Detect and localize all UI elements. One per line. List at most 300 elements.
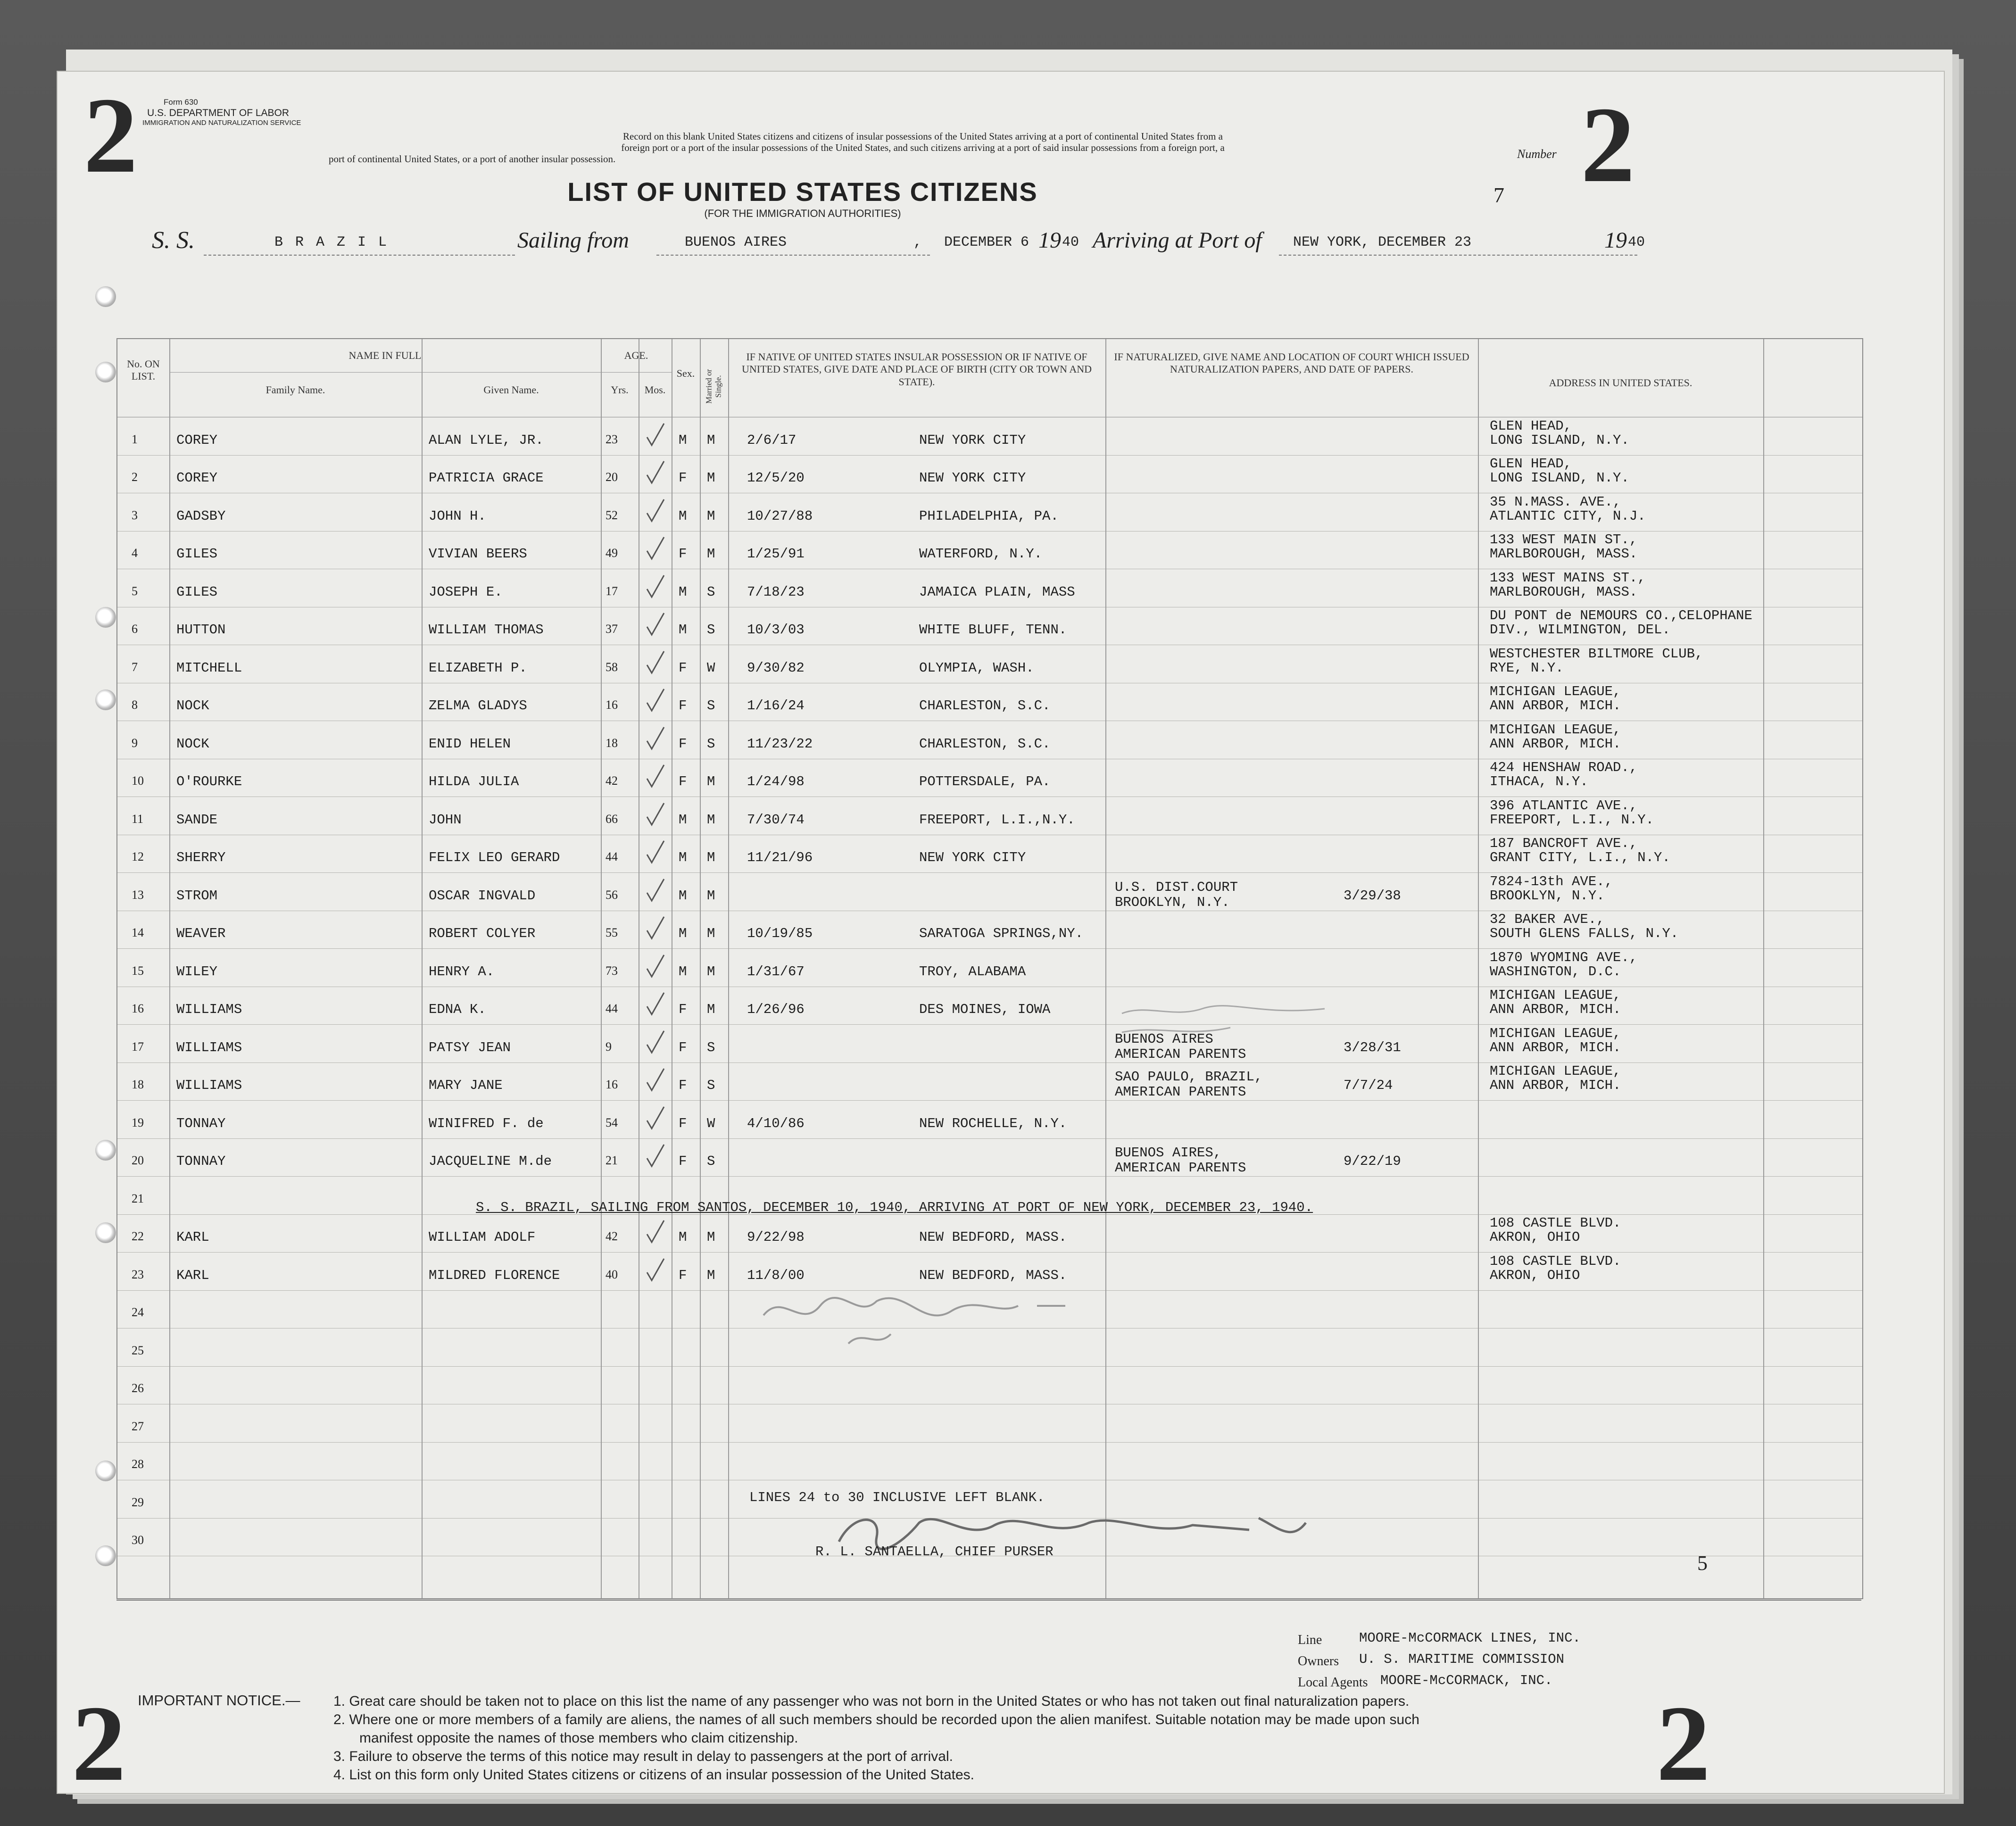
cell-no: 6 bbox=[132, 622, 138, 636]
service-name: IMMIGRATION AND NATURALIZATION SERVICE bbox=[142, 119, 301, 127]
cell-family: SANDE bbox=[176, 812, 218, 828]
cell-nat2: AMERICAN PARENTS bbox=[1115, 1046, 1246, 1062]
cell-nat2: AMERICAN PARENTS bbox=[1115, 1084, 1246, 1100]
owners-label: Owners bbox=[1298, 1654, 1339, 1668]
cell-sex: M bbox=[679, 432, 687, 448]
cell-no: 3 bbox=[132, 508, 138, 522]
cell-family: HUTTON bbox=[176, 622, 226, 638]
cell-addr1: 35 N.MASS. AVE., bbox=[1490, 494, 1621, 510]
notice-item: 3. Failure to observe the terms of this notice may result in delay to passengers at the port of arrival. bbox=[333, 1749, 953, 1764]
check-mark-icon bbox=[643, 800, 667, 829]
header-divider bbox=[601, 372, 672, 373]
row-rule bbox=[117, 948, 1862, 949]
blank-lines-note: LINES 24 to 30 INCLUSIVE LEFT BLANK. bbox=[749, 1490, 1045, 1505]
cell-nat1: SAO PAULO, BRAZIL, bbox=[1115, 1069, 1263, 1085]
check-mark-icon bbox=[643, 762, 667, 790]
check-mark-icon bbox=[643, 1104, 667, 1132]
cell-age: 17 bbox=[606, 584, 618, 598]
cell-bplace: JAMAICA PLAIN, MASS bbox=[919, 584, 1075, 600]
santos-voyage-line: S. S. BRAZIL, SAILING FROM SANTOS, DECEMBER 10, 1940, ARRIVING AT PORT OF NEW YORK, DECEMBER 23, 1940. bbox=[476, 1200, 1313, 1215]
cell-sex: F bbox=[679, 1002, 687, 1017]
cell-sex: F bbox=[679, 660, 687, 676]
cell-no: 15 bbox=[132, 963, 144, 978]
cell-addr2: ATLANTIC CITY, N.J. bbox=[1490, 508, 1646, 524]
row-rule bbox=[117, 1024, 1862, 1025]
cell-sex: M bbox=[679, 812, 687, 828]
column-divider bbox=[1478, 339, 1479, 1598]
cell-addr1: 133 WEST MAINS ST., bbox=[1490, 570, 1646, 586]
cell-no: 30 bbox=[132, 1533, 144, 1547]
cell-ms: M bbox=[707, 774, 715, 789]
arrival-year: 40 bbox=[1628, 234, 1645, 250]
line-label: Line bbox=[1298, 1633, 1322, 1647]
cell-addr2: AKRON, OHIO bbox=[1490, 1267, 1580, 1283]
cell-sex: F bbox=[679, 1115, 687, 1131]
arrival-port-date: NEW YORK, DECEMBER 23 bbox=[1293, 234, 1472, 250]
cell-addr1: WESTCHESTER BILTMORE CLUB, bbox=[1490, 646, 1703, 662]
number-label: Number bbox=[1517, 147, 1557, 161]
cell-sex: M bbox=[679, 850, 687, 865]
cell-addr2: DIV., WILMINGTON, DEL. bbox=[1490, 622, 1670, 638]
cell-ms: S bbox=[707, 622, 715, 638]
cell-family: COREY bbox=[176, 432, 218, 448]
cell-age: 21 bbox=[606, 1154, 618, 1167]
arrival-underline bbox=[1279, 255, 1637, 256]
check-mark-icon bbox=[643, 1028, 667, 1056]
cell-addr2: ANN ARBOR, MICH. bbox=[1490, 1078, 1621, 1093]
cell-family: WEAVER bbox=[176, 926, 226, 941]
cell-given: JOHN H. bbox=[429, 508, 486, 524]
check-mark-icon bbox=[643, 458, 667, 487]
cell-given: MARY JANE bbox=[429, 1078, 503, 1093]
cell-no: 5 bbox=[132, 584, 138, 598]
check-mark-icon bbox=[643, 876, 667, 905]
owners-value: U. S. MARITIME COMMISSION bbox=[1359, 1652, 1565, 1667]
instructions-line: port of continental United States, or a port of another insular possession. bbox=[329, 153, 616, 165]
cell-natdate: 3/29/38 bbox=[1344, 888, 1401, 904]
cell-given: JOHN bbox=[429, 812, 462, 828]
header-married-single: Married or Single. bbox=[704, 369, 723, 404]
check-mark-icon bbox=[643, 686, 667, 714]
cell-age: 16 bbox=[606, 698, 618, 712]
punch-hole bbox=[95, 607, 116, 628]
cell-bplace: NEW ROCHELLE, N.Y. bbox=[919, 1115, 1067, 1131]
cell-bplace: SARATOGA SPRINGS,NY. bbox=[919, 926, 1084, 941]
cell-age: 66 bbox=[606, 812, 618, 826]
cell-no: 10 bbox=[132, 774, 144, 788]
cell-given: HILDA JULIA bbox=[429, 774, 519, 789]
cell-given: FELIX LEO GERARD bbox=[429, 850, 560, 865]
cell-family: SHERRY bbox=[176, 850, 226, 865]
check-mark-icon bbox=[643, 421, 667, 449]
cell-addr1: 108 CASTLE BLVD. bbox=[1490, 1215, 1621, 1231]
check-mark-icon bbox=[643, 534, 667, 563]
cell-bdate: 1/26/96 bbox=[747, 1002, 805, 1017]
cell-family: GILES bbox=[176, 584, 218, 600]
cell-age: 58 bbox=[606, 660, 618, 674]
cell-addr1: 108 CASTLE BLVD. bbox=[1490, 1253, 1621, 1269]
cell-no: 29 bbox=[132, 1495, 144, 1509]
cell-family: COREY bbox=[176, 470, 218, 486]
cell-nat2: BROOKLYN, N.Y. bbox=[1115, 894, 1230, 910]
cell-no: 26 bbox=[132, 1381, 144, 1395]
sailing-year-prefix: 19 bbox=[1038, 228, 1061, 253]
cell-sex: M bbox=[679, 622, 687, 638]
cell-no: 20 bbox=[132, 1154, 144, 1167]
cell-age: 54 bbox=[606, 1115, 618, 1129]
cell-ms: S bbox=[707, 1078, 715, 1093]
cell-addr1: 32 BAKER AVE., bbox=[1490, 912, 1605, 927]
cell-age: 49 bbox=[606, 546, 618, 560]
cell-addr1: 133 WEST MAIN ST., bbox=[1490, 532, 1638, 548]
cell-bdate: 12/5/20 bbox=[747, 470, 805, 486]
check-mark-icon bbox=[643, 914, 667, 942]
cell-no: 11 bbox=[132, 812, 144, 826]
cell-age: 44 bbox=[606, 1002, 618, 1015]
arrival-year-prefix: 19 bbox=[1604, 228, 1627, 253]
important-notice bbox=[333, 1692, 1419, 1784]
cell-addr2: BROOKLYN, N.Y. bbox=[1490, 888, 1605, 904]
instructions-line: foreign port or a port of the insular possessions of the United States, and such citizens arriving at a port of said insular possessions from a foreign port, a bbox=[621, 142, 1225, 153]
cell-bdate: 1/16/24 bbox=[747, 698, 805, 714]
cell-no: 28 bbox=[132, 1457, 144, 1471]
cell-bplace: CHARLESTON, S.C. bbox=[919, 698, 1051, 714]
cell-bdate: 4/10/86 bbox=[747, 1115, 805, 1131]
check-mark-icon bbox=[643, 648, 667, 677]
cell-sex: F bbox=[679, 470, 687, 486]
check-mark-icon bbox=[643, 952, 667, 980]
cell-ms: S bbox=[707, 1039, 715, 1055]
cell-addr2: MARLBOROUGH, MASS. bbox=[1490, 546, 1638, 562]
column-divider bbox=[1105, 339, 1106, 1598]
cell-no: 13 bbox=[132, 888, 144, 902]
cell-ms: S bbox=[707, 584, 715, 600]
cell-addr2: SOUTH GLENS FALLS, N.Y. bbox=[1490, 926, 1679, 941]
header-naturalized: IF NATURALIZED, GIVE NAME AND LOCATION OF COURT WHICH ISSUED NATURALIZATION PAPERS, AND DATE OF PAPERS. bbox=[1114, 351, 1469, 375]
cell-addr1: 396 ATLANTIC AVE., bbox=[1490, 797, 1638, 813]
cell-given: JACQUELINE M.de bbox=[429, 1154, 552, 1169]
cell-given: WINIFRED F. de bbox=[429, 1115, 544, 1131]
cell-natdate: 9/22/19 bbox=[1344, 1154, 1401, 1169]
cell-ms: M bbox=[707, 432, 715, 448]
column-divider bbox=[422, 339, 423, 1598]
cell-given: PATRICIA GRACE bbox=[429, 470, 544, 486]
cell-sex: M bbox=[679, 1229, 687, 1245]
check-mark-icon bbox=[643, 990, 667, 1018]
sheet-number: 7 bbox=[1493, 183, 1504, 207]
punch-hole bbox=[95, 286, 116, 307]
cell-age: 9 bbox=[606, 1039, 612, 1054]
row-rule bbox=[117, 1442, 1862, 1443]
form-big-number-bottom-left: 2 bbox=[72, 1683, 126, 1803]
cell-bdate: 2/6/17 bbox=[747, 432, 796, 448]
cell-bplace: NEW YORK CITY bbox=[919, 432, 1026, 448]
cell-addr2: ANN ARBOR, MICH. bbox=[1490, 1039, 1621, 1055]
header-sex: Sex. bbox=[676, 367, 695, 379]
cell-given: HENRY A. bbox=[429, 963, 495, 979]
cell-addr1: 187 BANCROFT AVE., bbox=[1490, 836, 1638, 851]
check-mark-icon bbox=[643, 1256, 667, 1284]
purser-name: R. L. SANTAELLA, CHIEF PURSER bbox=[815, 1544, 1054, 1560]
cell-given: WILLIAM THOMAS bbox=[429, 622, 544, 638]
cell-no: 16 bbox=[132, 1002, 144, 1015]
cell-ms: M bbox=[707, 963, 715, 979]
cell-age: 55 bbox=[606, 926, 618, 939]
form-big-number-bottom-right: 2 bbox=[1656, 1683, 1710, 1803]
header-yrs: Yrs. bbox=[611, 384, 629, 396]
cell-no: 12 bbox=[132, 850, 144, 863]
cell-ms: W bbox=[707, 1115, 715, 1131]
cell-bplace: WHITE BLUFF, TENN. bbox=[919, 622, 1067, 638]
cell-sex: M bbox=[679, 963, 687, 979]
cell-addr1: DU PONT de NEMOURS CO.,CELOPHANE bbox=[1490, 608, 1752, 623]
cell-age: 44 bbox=[606, 850, 618, 863]
cell-family: WILEY bbox=[176, 963, 218, 979]
cell-given: PATSY JEAN bbox=[429, 1039, 511, 1055]
cell-family: KARL bbox=[176, 1229, 209, 1245]
column-divider bbox=[728, 339, 729, 1598]
cell-addr1: GLEN HEAD, bbox=[1490, 418, 1572, 434]
cell-ms: S bbox=[707, 1154, 715, 1169]
cell-addr1: GLEN HEAD, bbox=[1490, 456, 1572, 472]
handwritten-annotation bbox=[1117, 999, 1334, 1042]
cell-no: 18 bbox=[132, 1078, 144, 1091]
sailing-port-underline bbox=[656, 255, 930, 256]
cell-bplace: NEW BEDFORD, MASS. bbox=[919, 1229, 1067, 1245]
cell-age: 40 bbox=[606, 1267, 618, 1281]
notice-item: 2. Where one or more members of a family are aliens, the names of all such members should be recorded upon the alien manifest. Suitable notation may be made upon such bbox=[333, 1712, 1419, 1727]
cell-bplace: NEW YORK CITY bbox=[919, 850, 1026, 865]
cell-age: 37 bbox=[606, 622, 618, 636]
agents-label: Local Agents bbox=[1298, 1675, 1368, 1690]
cell-given: ZELMA GLADYS bbox=[429, 698, 527, 714]
cell-given: ROBERT COLYER bbox=[429, 926, 536, 941]
column-divider bbox=[1763, 339, 1764, 1598]
cell-family: TONNAY bbox=[176, 1154, 226, 1169]
sailing-year: 40 bbox=[1062, 234, 1079, 250]
cell-ms: M bbox=[707, 850, 715, 865]
cell-no: 21 bbox=[132, 1191, 144, 1205]
cell-family: WILLIAMS bbox=[176, 1002, 242, 1017]
cell-given: VIVIAN BEERS bbox=[429, 546, 527, 562]
cell-bdate: 1/25/91 bbox=[747, 546, 805, 562]
cell-family: GILES bbox=[176, 546, 218, 562]
check-mark-icon bbox=[643, 724, 667, 753]
cell-addr2: ANN ARBOR, MICH. bbox=[1490, 698, 1621, 714]
cell-family: TONNAY bbox=[176, 1115, 226, 1131]
cell-family: WILLIAMS bbox=[176, 1039, 242, 1055]
cell-family: NOCK bbox=[176, 736, 209, 752]
cell-nat2: AMERICAN PARENTS bbox=[1115, 1160, 1246, 1176]
cell-ms: M bbox=[707, 888, 715, 904]
cell-ms: M bbox=[707, 812, 715, 828]
cell-addr2: FREEPORT, L.I., N.Y. bbox=[1490, 812, 1654, 828]
cell-bdate: 11/23/22 bbox=[747, 736, 813, 752]
cell-addr2: GRANT CITY, L.I., N.Y. bbox=[1490, 850, 1670, 865]
cell-no: 9 bbox=[132, 736, 138, 750]
cell-bdate: 11/21/96 bbox=[747, 850, 813, 865]
punch-hole bbox=[95, 1222, 116, 1243]
cell-no: 7 bbox=[132, 660, 138, 674]
cell-bplace: FREEPORT, L.I.,N.Y. bbox=[919, 812, 1075, 828]
cell-ms: S bbox=[707, 736, 715, 752]
header-address: ADDRESS IN UNITED STATES. bbox=[1549, 377, 1692, 389]
cell-ms: M bbox=[707, 1267, 715, 1283]
sailing-date: DECEMBER 6 bbox=[944, 234, 1029, 250]
cell-nat1: U.S. DIST.COURT bbox=[1115, 879, 1238, 895]
header-age: AGE. bbox=[624, 349, 648, 361]
cell-bdate: 7/30/74 bbox=[747, 812, 805, 828]
cell-sex: M bbox=[679, 508, 687, 524]
row-rule bbox=[117, 1100, 1862, 1101]
page-title: LIST OF UNITED STATES CITIZENS bbox=[567, 177, 1038, 207]
cell-addr2: AKRON, OHIO bbox=[1490, 1229, 1580, 1245]
form-big-number-top-left: 2 bbox=[83, 75, 138, 195]
row-rule bbox=[117, 1176, 1862, 1177]
cell-given: JOSEPH E. bbox=[429, 584, 503, 600]
cell-bdate: 1/31/67 bbox=[747, 963, 805, 979]
cell-bplace: NEW BEDFORD, MASS. bbox=[919, 1267, 1067, 1283]
cell-sex: M bbox=[679, 584, 687, 600]
cell-age: 73 bbox=[606, 963, 618, 978]
cell-family: WILLIAMS bbox=[176, 1078, 242, 1093]
cell-bplace: DES MOINES, IOWA bbox=[919, 1002, 1051, 1017]
cell-given: MILDRED FLORENCE bbox=[429, 1267, 560, 1283]
cell-bplace: TROY, ALABAMA bbox=[919, 963, 1026, 979]
cell-sex: F bbox=[679, 1154, 687, 1169]
cell-family: NOCK bbox=[176, 698, 209, 714]
cell-addr2: MARLBOROUGH, MASS. bbox=[1490, 584, 1638, 600]
ship-underline bbox=[204, 255, 515, 256]
punch-hole bbox=[95, 362, 116, 382]
punch-hole bbox=[95, 1461, 116, 1481]
line-value: MOORE-McCORMACK LINES, INC. bbox=[1359, 1630, 1581, 1646]
row-rule bbox=[117, 1138, 1862, 1139]
cell-bplace: POTTERSDALE, PA. bbox=[919, 774, 1051, 789]
row-rule bbox=[117, 1062, 1862, 1063]
cell-age: 56 bbox=[606, 888, 618, 902]
column-divider bbox=[601, 339, 602, 1598]
cell-nat1: BUENOS AIRES, bbox=[1115, 1145, 1222, 1161]
cell-addr1: MICHIGAN LEAGUE, bbox=[1490, 684, 1621, 699]
check-mark-icon bbox=[643, 1142, 667, 1170]
column-divider bbox=[700, 339, 701, 1598]
agents-value: MOORE-McCORMACK, INC. bbox=[1380, 1673, 1553, 1688]
cell-sex: F bbox=[679, 1039, 687, 1055]
cell-addr2: ANN ARBOR, MICH. bbox=[1490, 736, 1621, 752]
header-name-in-full: NAME IN FULL bbox=[348, 349, 422, 361]
cell-no: 4 bbox=[132, 546, 138, 560]
cell-bdate: 10/27/88 bbox=[747, 508, 813, 524]
sailing-port: BUENOS AIRES bbox=[685, 234, 787, 250]
page-number: 5 bbox=[1697, 1552, 1708, 1575]
cell-no: 25 bbox=[132, 1343, 144, 1357]
header-birth: IF NATIVE OF UNITED STATES INSULAR POSSESSION OR IF NATIVE OF UNITED STATES, GIVE DATE AND PLACE OF BIRTH (CITY OR TOWN AND STATE). bbox=[741, 351, 1092, 388]
cell-bdate: 11/8/00 bbox=[747, 1267, 805, 1283]
cell-addr2: WASHINGTON, D.C. bbox=[1490, 963, 1621, 979]
cell-addr1: MICHIGAN LEAGUE, bbox=[1490, 988, 1621, 1003]
sailing-comma: , bbox=[913, 234, 922, 250]
cell-nat1: BUENOS AIRES bbox=[1115, 1031, 1213, 1047]
cell-bdate: 9/22/98 bbox=[747, 1229, 805, 1245]
cell-no: 27 bbox=[132, 1419, 144, 1433]
cell-ms: M bbox=[707, 1229, 715, 1245]
cell-age: 18 bbox=[606, 736, 618, 750]
cell-no: 14 bbox=[132, 926, 144, 939]
column-divider bbox=[169, 339, 170, 1598]
cell-age: 23 bbox=[606, 432, 618, 446]
manifest-sheet bbox=[57, 71, 1945, 1803]
cell-bplace: CHARLESTON, S.C. bbox=[919, 736, 1051, 752]
cell-no: 23 bbox=[132, 1267, 144, 1281]
cell-age: 42 bbox=[606, 774, 618, 788]
cell-ms: M bbox=[707, 1002, 715, 1017]
cell-sex: M bbox=[679, 926, 687, 941]
row-rule bbox=[117, 872, 1862, 873]
cell-addr2: LONG ISLAND, N.Y. bbox=[1490, 470, 1629, 486]
check-mark-icon bbox=[643, 497, 667, 525]
punch-hole bbox=[95, 689, 116, 710]
cell-ms: M bbox=[707, 926, 715, 941]
cell-no: 22 bbox=[132, 1229, 144, 1243]
cell-sex: F bbox=[679, 774, 687, 789]
cell-bdate: 9/30/82 bbox=[747, 660, 805, 676]
cell-ms: M bbox=[707, 508, 715, 524]
check-mark-icon bbox=[643, 1218, 667, 1246]
cell-ms: S bbox=[707, 698, 715, 714]
cell-family: KARL bbox=[176, 1267, 209, 1283]
cell-addr1: 7824-13th AVE., bbox=[1490, 873, 1613, 889]
cell-age: 52 bbox=[606, 508, 618, 522]
punch-hole bbox=[95, 1545, 116, 1566]
row-rule bbox=[117, 455, 1862, 456]
cell-bdate: 1/24/98 bbox=[747, 774, 805, 789]
notice-item: manifest opposite the names of those members who claim citizenship. bbox=[359, 1730, 798, 1746]
form-big-number-top-right: 2 bbox=[1581, 84, 1635, 205]
form-number: Form 630 bbox=[164, 98, 198, 107]
cell-bplace: NEW YORK CITY bbox=[919, 470, 1026, 486]
cell-no: 17 bbox=[132, 1039, 144, 1054]
cell-bplace: OLYMPIA, WASH. bbox=[919, 660, 1034, 676]
cell-addr1: 424 HENSHAW ROAD., bbox=[1490, 760, 1638, 775]
cell-sex: F bbox=[679, 546, 687, 562]
cell-bplace: PHILADELPHIA, PA. bbox=[919, 508, 1059, 524]
instructions-block bbox=[329, 131, 1517, 165]
cell-no: 24 bbox=[132, 1305, 144, 1319]
cell-ms: M bbox=[707, 546, 715, 562]
cell-no: 19 bbox=[132, 1115, 144, 1129]
cell-sex: F bbox=[679, 1078, 687, 1093]
header-mos: Mos. bbox=[644, 384, 666, 396]
cell-sex: F bbox=[679, 1267, 687, 1283]
row-rule bbox=[117, 1252, 1862, 1253]
notice-item: 4. List on this form only United States citizens or citizens of an insular possession of the United States. bbox=[333, 1767, 975, 1783]
ship-name: B R A Z I L bbox=[274, 234, 389, 250]
cell-addr2: LONG ISLAND, N.Y. bbox=[1490, 432, 1629, 448]
cell-given: EDNA K. bbox=[429, 1002, 486, 1017]
cell-family: O'ROURKE bbox=[176, 774, 242, 789]
ss-label: S. S. bbox=[152, 227, 195, 254]
cell-sex: M bbox=[679, 888, 687, 904]
cell-given: ALAN LYLE, JR. bbox=[429, 432, 544, 448]
header-no: No. ON LIST. bbox=[127, 358, 160, 382]
passenger-table bbox=[116, 338, 1863, 1599]
header-divider bbox=[169, 372, 601, 373]
cell-age: 16 bbox=[606, 1078, 618, 1091]
department-name: U.S. DEPARTMENT OF LABOR bbox=[147, 108, 290, 118]
header-family-name: Family Name. bbox=[265, 384, 325, 396]
cell-addr2: ITHACA, N.Y. bbox=[1490, 774, 1588, 789]
